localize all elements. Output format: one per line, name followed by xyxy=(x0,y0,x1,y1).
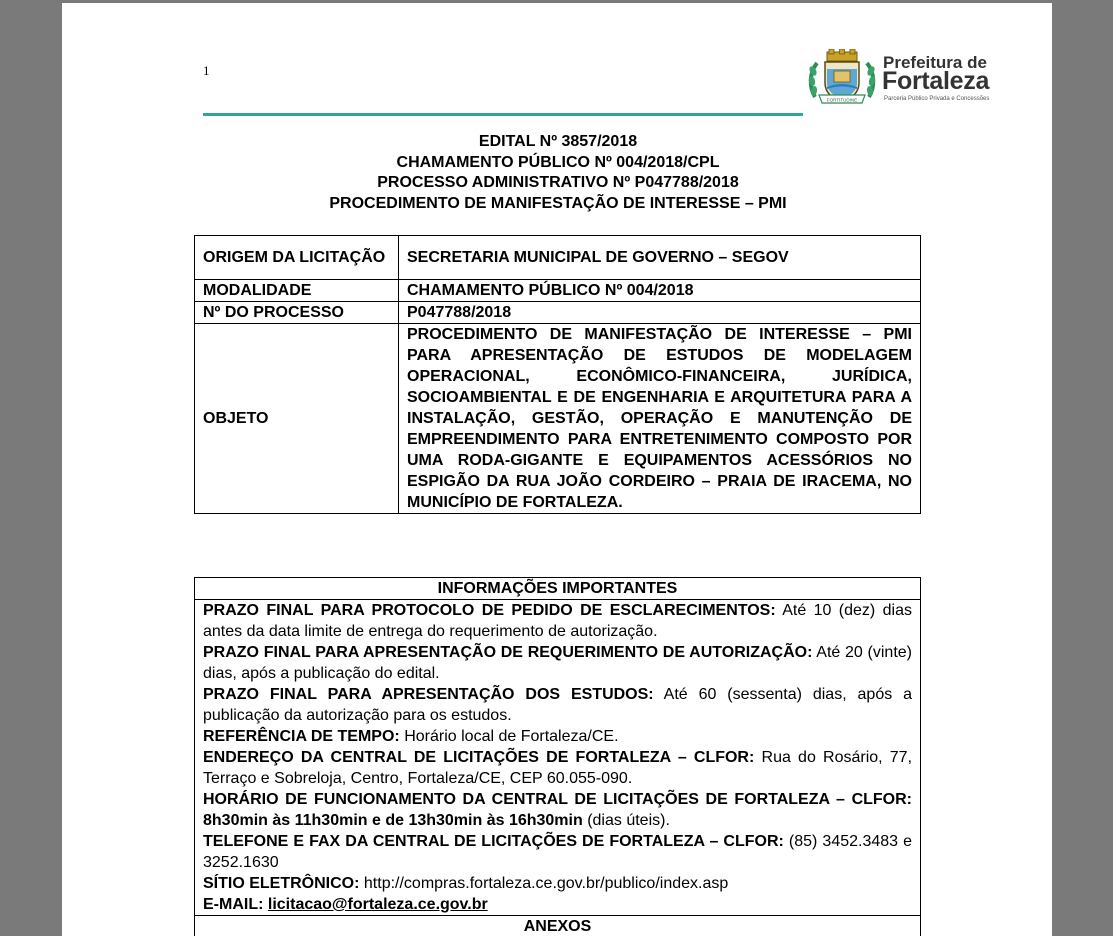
document-titles xyxy=(203,132,913,215)
row-value: CHAMAMENTO PÚBLICO Nº 004/2018 xyxy=(399,280,921,302)
pmi-title: PROCEDIMENTO DE MANIFESTAÇÃO DE INTERESSE – PMI xyxy=(329,195,787,213)
processo-title: PROCESSO ADMINISTRATIVO Nº P047788/2018 xyxy=(377,174,739,192)
row-value: SECRETARIA MUNICIPAL DE GOVERNO – SEGOV xyxy=(399,236,921,280)
table-row xyxy=(195,302,921,324)
list-item: PRAZO FINAL PARA APRESENTAÇÃO DOS ESTUDOS: Até 60 (sessenta) dias, após a publicação da autorização para os estudos. xyxy=(203,686,913,724)
row-label: ORIGEM DA LICITAÇÃO xyxy=(195,236,399,280)
row-value: PROCEDIMENTO DE MANIFESTAÇÃO DE INTERESSE – PMI PARA APRESENTAÇÃO DE ESTUDOS DE MODELAGEM OPERACIONAL, ECONÔMICO-FINANCEIRA, JURÍDICA, SOCIOAMBIENTAL E DE ENGENHARIA E ARQUITETURA PARA A INSTALAÇÃO, GESTÃO, OPERAÇÃO E MANUTENÇÃO DE EMPREENDIMENTO PARA ENTRETENIMENTO COMPOSTO POR UMA RODA-GIGANTE E EQUIPAMENTOS ACESSÓRIOS NO ESPIGÃO DA RUA JOÃO CORDEIRO – PRAIA DE IRACEMA, NO MUNICÍPIO DE FORTALEZA. xyxy=(399,324,921,514)
table-row xyxy=(195,280,921,302)
list-item: TELEFONE E FAX DA CENTRAL DE LICITAÇÕES DE FORTALEZA – CLFOR: (85) 3452.3483 e 3252.1630 xyxy=(203,833,913,871)
important-info-heading: INFORMAÇÕES IMPORTANTES xyxy=(195,578,921,600)
list-item: SÍTIO ELETRÔNICO: http://compras.fortaleza.ce.gov.br/publico/index.asp xyxy=(203,875,729,892)
list-item: PRAZO FINAL PARA APRESENTAÇÃO DE REQUERIMENTO DE AUTORIZAÇÃO: Até 20 (vinte) dias, após a publicação do edital. xyxy=(203,644,913,682)
table-row xyxy=(195,236,921,280)
page-number: 1 xyxy=(203,63,210,78)
list-item: REFERÊNCIA DE TEMPO: Horário local de Fortaleza/CE. xyxy=(203,728,619,745)
row-label: OBJETO xyxy=(195,324,399,514)
prefeitura-logo xyxy=(807,49,1007,107)
header-divider xyxy=(203,113,803,116)
logo-tagline: Parceria Público Privada e Concessões xyxy=(884,96,990,102)
row-label: Nº DO PROCESSO xyxy=(195,302,399,324)
list-item: HORÁRIO DE FUNCIONAMENTO DA CENTRAL DE LICITAÇÕES DE FORTALEZA – CLFOR: 8h30min às 11h30min e de 13h30min às 16h30min (dias úteis). xyxy=(203,791,912,829)
list-item: PRAZO FINAL PARA PROTOCOLO DE PEDIDO DE ESCLARECIMENTOS: Até 10 (dez) dias antes da data limite de entrega do requerimento de autorização. xyxy=(203,602,913,640)
logo-title-line1: Prefeitura de xyxy=(883,53,987,72)
row-value: P047788/2018 xyxy=(399,302,921,324)
chamamento-title: CHAMAMENTO PÚBLICO Nº 004/2018/CPL xyxy=(396,153,720,171)
edital-title: EDITAL Nº 3857/2018 xyxy=(478,133,638,150)
city-coat-of-arms-icon xyxy=(807,49,877,107)
important-info-table xyxy=(194,577,921,936)
annex-heading: ANEXOS xyxy=(195,916,921,936)
list-item: E-MAIL: licitacao@fortaleza.ce.gov.br xyxy=(203,896,488,913)
logo-title-line2: Fortaleza xyxy=(882,67,990,95)
important-info-body xyxy=(195,600,921,916)
list-item: ENDEREÇO DA CENTRAL DE LICITAÇÕES DE FORTALEZA – CLFOR: Rua do Rosário, 77, Terraço e Sobreloja, Centro, Fortaleza/CE, CEP 60.055-090. xyxy=(203,749,913,787)
svg-text:FORTITUDINE: FORTITUDINE xyxy=(826,97,858,103)
table-row xyxy=(195,324,921,514)
website-url[interactable]: http://compras.fortaleza.ce.gov.br/publico/index.asp xyxy=(363,875,729,892)
document-page xyxy=(62,3,1052,936)
row-label: MODALIDADE xyxy=(195,280,399,302)
email-link[interactable]: licitacao@fortaleza.ce.gov.br xyxy=(267,896,488,913)
summary-table xyxy=(194,235,921,514)
